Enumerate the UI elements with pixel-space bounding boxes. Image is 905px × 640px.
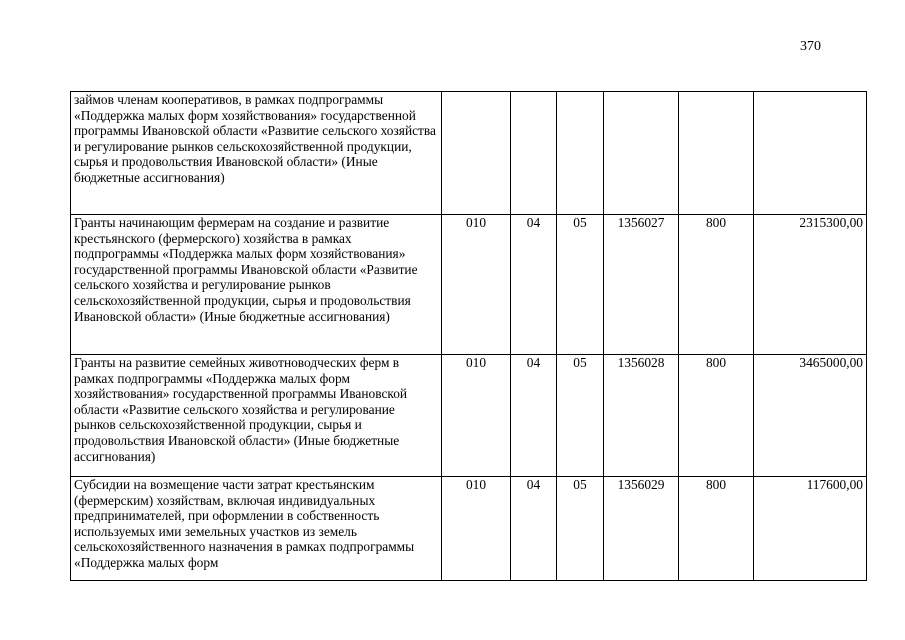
expense-type-cell: 800 [679, 477, 754, 581]
expense-type-cell: 800 [679, 215, 754, 355]
subsection-code-cell [557, 92, 604, 215]
subsection-code-cell: 05 [557, 215, 604, 355]
section-code-cell [511, 92, 557, 215]
section-code-cell: 04 [511, 215, 557, 355]
ministry-code-cell: 010 [442, 477, 511, 581]
expense-type-cell [679, 92, 754, 215]
target-code-cell: 1356029 [604, 477, 679, 581]
description-cell: займов членам кооперативов, в рамках подпрограммы «Поддержка малых форм хозяйствования» государственной программы Ивановской области «Развитие сельского хозяйства и регулирование рынков сельскохозяйственной продукции, сырья и продовольствия Ивановской области» (Иные бюджетные ассигнования) [71, 92, 442, 215]
target-code-cell [604, 92, 679, 215]
table-row [71, 215, 867, 355]
amount-cell: 3465000,00 [754, 355, 867, 477]
table-row [71, 477, 867, 581]
page-number: 370 [800, 39, 821, 54]
amount-cell: 2315300,00 [754, 215, 867, 355]
table-row [71, 355, 867, 477]
subsection-code-cell: 05 [557, 477, 604, 581]
subsection-code-cell: 05 [557, 355, 604, 477]
table-row [71, 92, 867, 215]
amount-cell: 117600,00 [754, 477, 867, 581]
target-code-cell: 1356027 [604, 215, 679, 355]
amount-cell [754, 92, 867, 215]
target-code-cell: 1356028 [604, 355, 679, 477]
description-cell: Гранты на развитие семейных животноводческих ферм в рамках подпрограммы «Поддержка малых форм хозяйствования» государственной программы Ивановской области «Развитие сельского хозяйства и регулирование рынков сельскохозяйственной продукции, сырья и продовольствия Ивановской области» (Иные бюджетные ассигнования) [71, 355, 442, 477]
description-cell: Субсидии на возмещение части затрат крестьянским (фермерским) хозяйствам, включая индивидуальных предпринимателей, при оформлении в собственность используемых ими земельных участков из земель сельскохозяйственного назначения в рамках подпрограммы «Поддержка малых форм [71, 477, 442, 581]
ministry-code-cell: 010 [442, 215, 511, 355]
budget-table [70, 91, 867, 581]
section-code-cell: 04 [511, 477, 557, 581]
section-code-cell: 04 [511, 355, 557, 477]
ministry-code-cell [442, 92, 511, 215]
expense-type-cell: 800 [679, 355, 754, 477]
ministry-code-cell: 010 [442, 355, 511, 477]
description-cell: Гранты начинающим фермерам на создание и развитие крестьянского (фермерского) хозяйства в рамках подпрограммы «Поддержка малых форм хозяйствования» государственной программы Ивановской области «Развитие сельского хозяйства и регулирование рынков сельскохозяйственной продукции, сырья и продовольствия Ивановской области» (Иные бюджетные ассигнования) [71, 215, 442, 355]
